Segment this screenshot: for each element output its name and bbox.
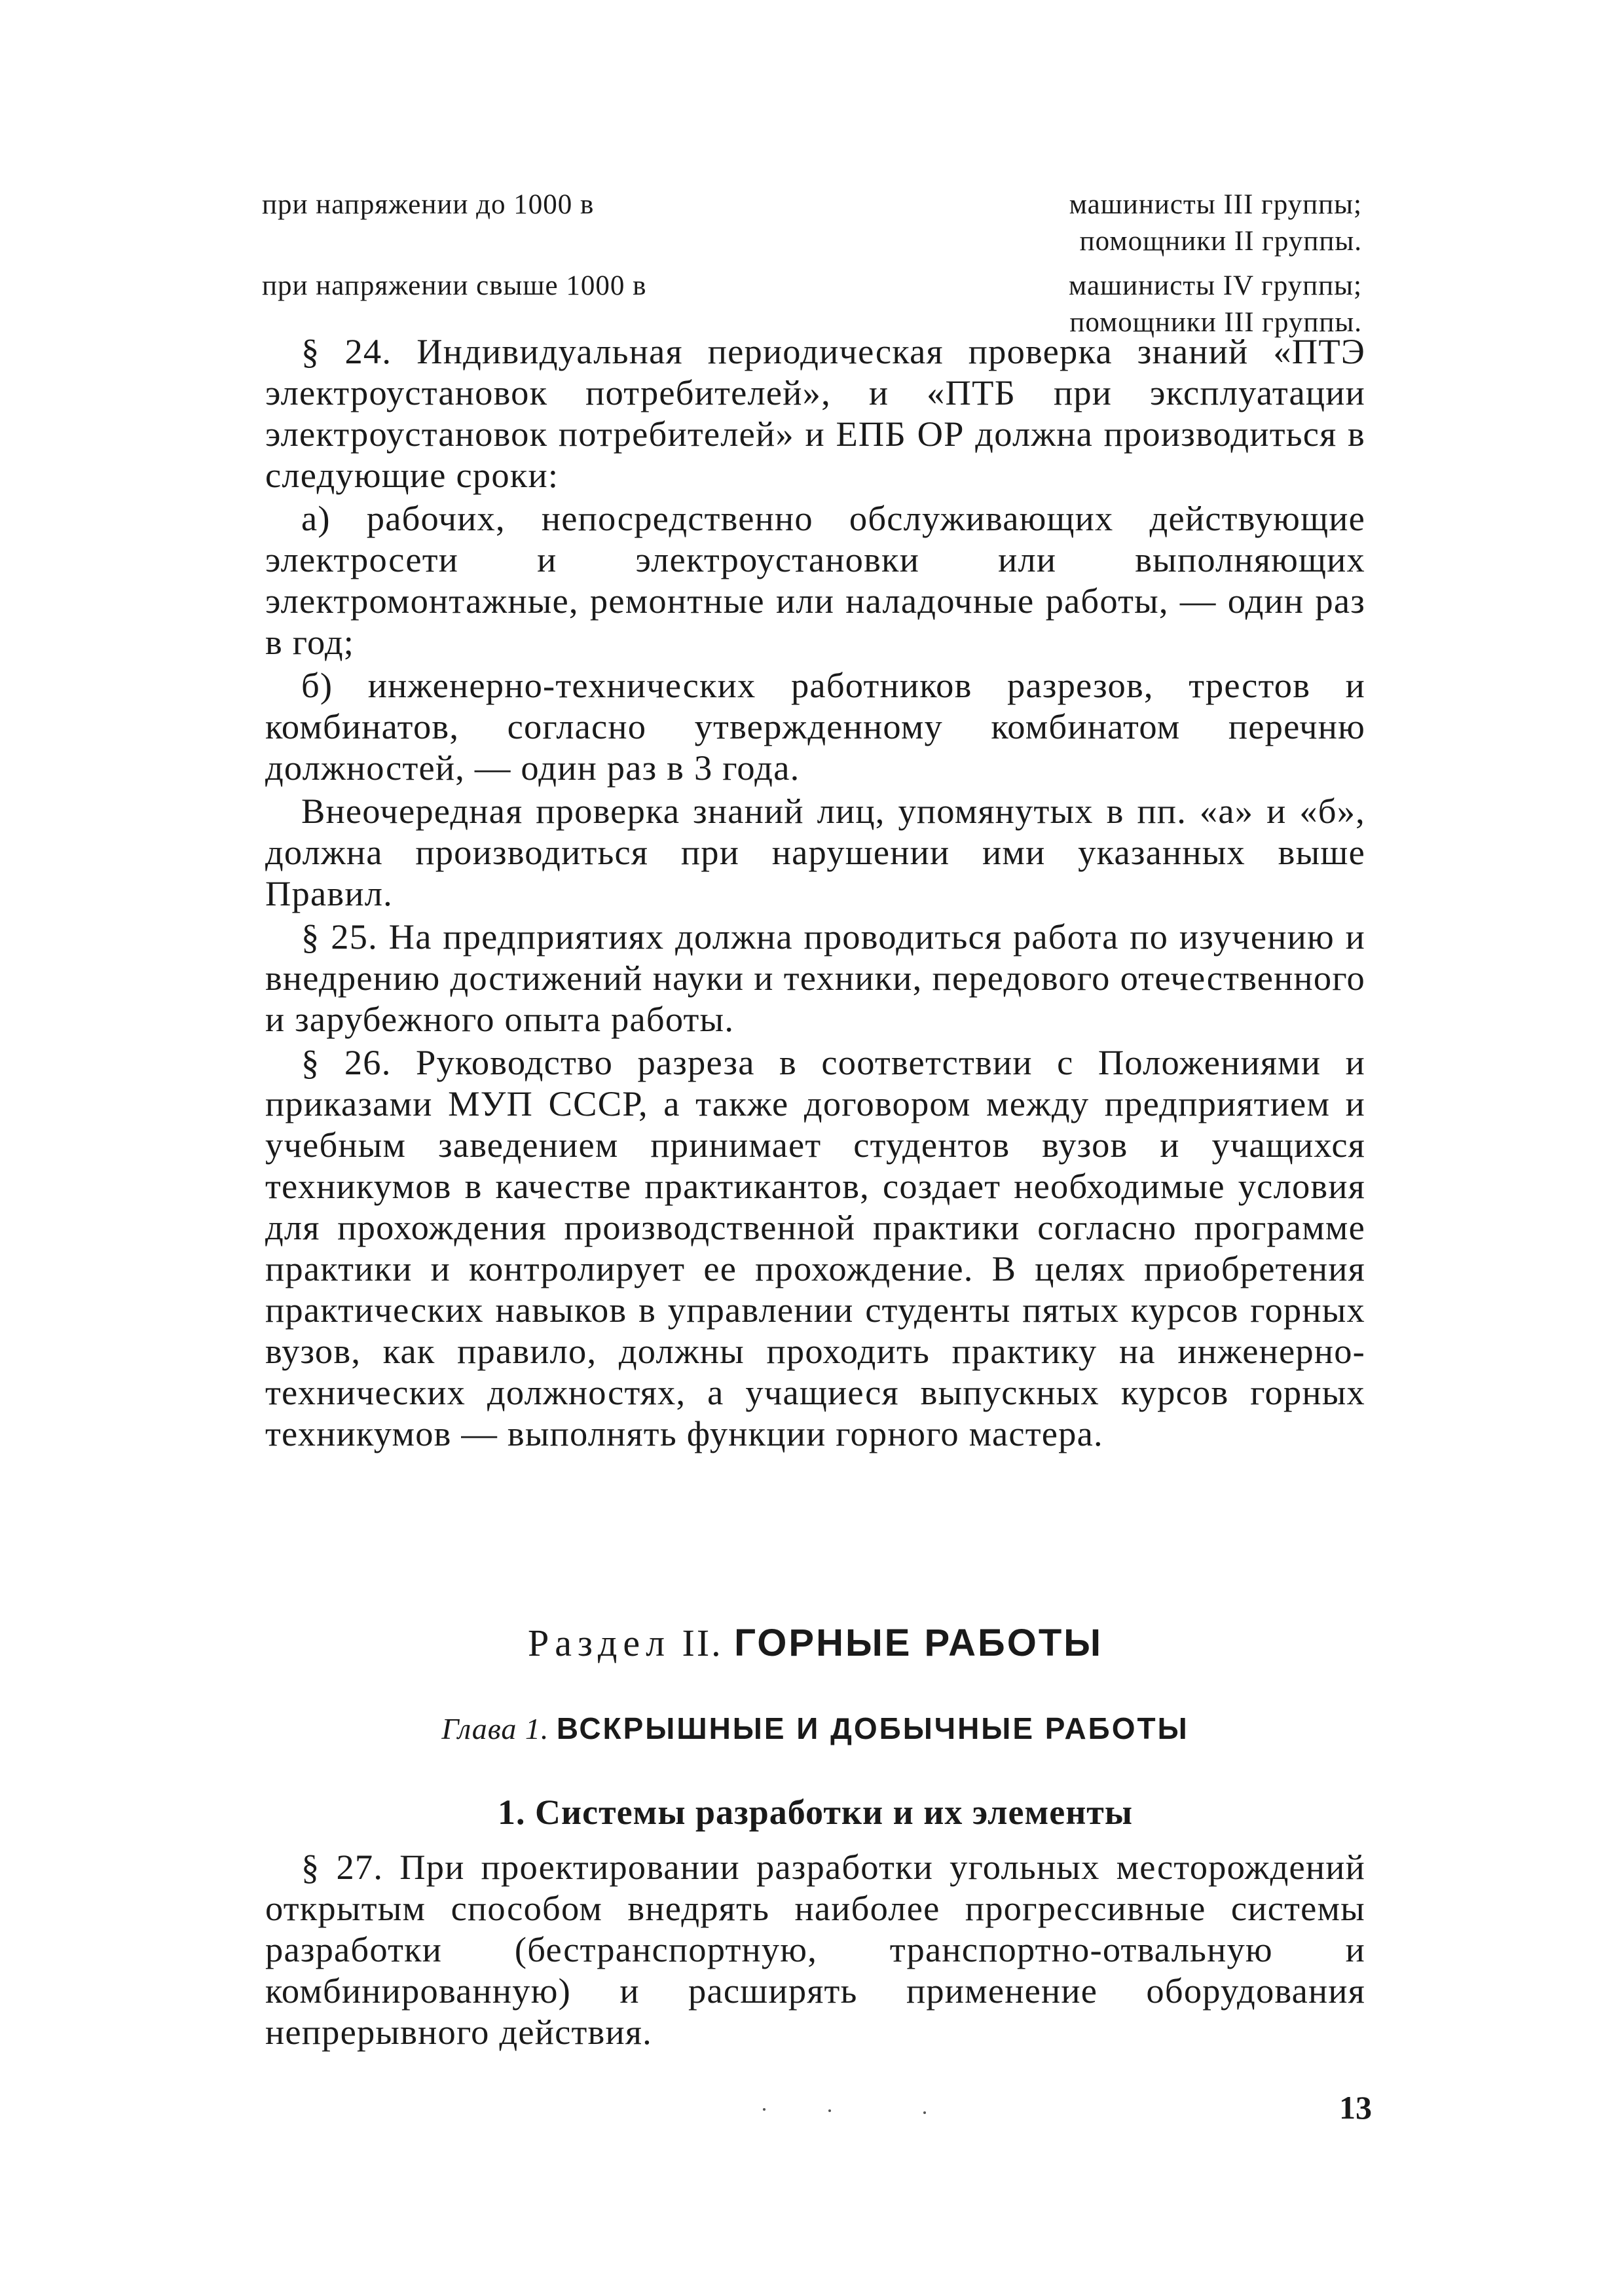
paragraph-26: § 26. Руководство разреза в соответствии с Положениями и приказами МУП СССР, а также договором между предприятием и учебным заведением принимает студентов вузов и учащихся техникумов в качестве практикантов, создает необходимые условия для прохождения производственной практики согласно программе практики и контролирует ее прохождение. В целях приобретения практических навыков в управлении студенты пятых курсов горных вузов, как правило, должны проходить практику на инженерно-технических должностях, а учащиеся выпускных курсов горных техникумов — выполнять функции горного мастера. [265,1042,1365,1453]
paragraph-extraordinary-check: Внеочередная проверка знаний лиц, упомянутых в пп. «а» и «б», должна производиться при нарушении ими указанных выше Правил. [265,791,1365,913]
qualification-line: помощники II группы. [1079,226,1362,257]
print-speck [763,2108,766,2111]
paragraph-25: § 25. На предприятиях должна проводиться работа по изучению и внедрению достижений науки и техники, передового отечественного и зарубежного опыта работы. [265,917,1365,1039]
table-row [262,187,1362,260]
qualification-line: машинисты III группы; [1069,189,1362,220]
paragraph-24-item-a: а) рабочих, непосредственно обслуживающих действующие электросети и электроустановки или выполняющих электромонтажные, ремонтные или наладочные работы, — один раз в год; [265,498,1365,662]
body-text [265,331,1365,1456]
paragraph-24-item-b: б) инженерно-технических работников разрезов, трестов и комбинатов, согласно утвержденному комбинатом перечню должностей, — один раз в 3 года. [265,665,1365,788]
qualification-table [262,187,1362,349]
section-prefix: Раздел [527,1622,671,1664]
subsection-heading: 1. Системы разработки и их элементы [497,1793,1133,1832]
paragraph-27: § 27. При проектировании разработки угольных месторождений открытым способом внедрять наиболее прогрессивные системы разработки (бестранспортную, транспортно-отвальную и комбинированную) и расширять применение оборудования непрерывного действия. [265,1847,1365,2052]
chapter-heading [265,1709,1365,1749]
section-heading [265,1620,1365,1666]
print-speck [923,2111,926,2114]
body-text-continued [265,1846,1365,2054]
qualification-line: машинисты IV группы; [1069,270,1362,301]
chapter-title: ВСКРЫШНЫЕ И ДОБЫЧНЫЕ РАБОТЫ [556,1711,1189,1745]
voltage-condition: при напряжении свыше 1000 в [262,270,647,301]
paragraph-24: § 24. Индивидуальная периодическая проверка знаний «ПТЭ электроустановок потребителей», и «ПТБ при эксплуатации электроустановок потребителей» и ЕПБ ОР должна производиться в следующие сроки: [265,331,1365,495]
section-title: ГОРНЫЕ РАБОТЫ [734,1622,1103,1664]
qualification-groups [969,187,1362,260]
page-number: 13 [1339,2089,1372,2126]
chapter-prefix: Глава 1. [441,1712,549,1745]
voltage-condition: при напряжении до 1000 в [262,189,595,220]
qualification-line: помощники III группы. [1069,307,1362,338]
print-speck [828,2109,831,2112]
section-number: II. [682,1622,723,1664]
